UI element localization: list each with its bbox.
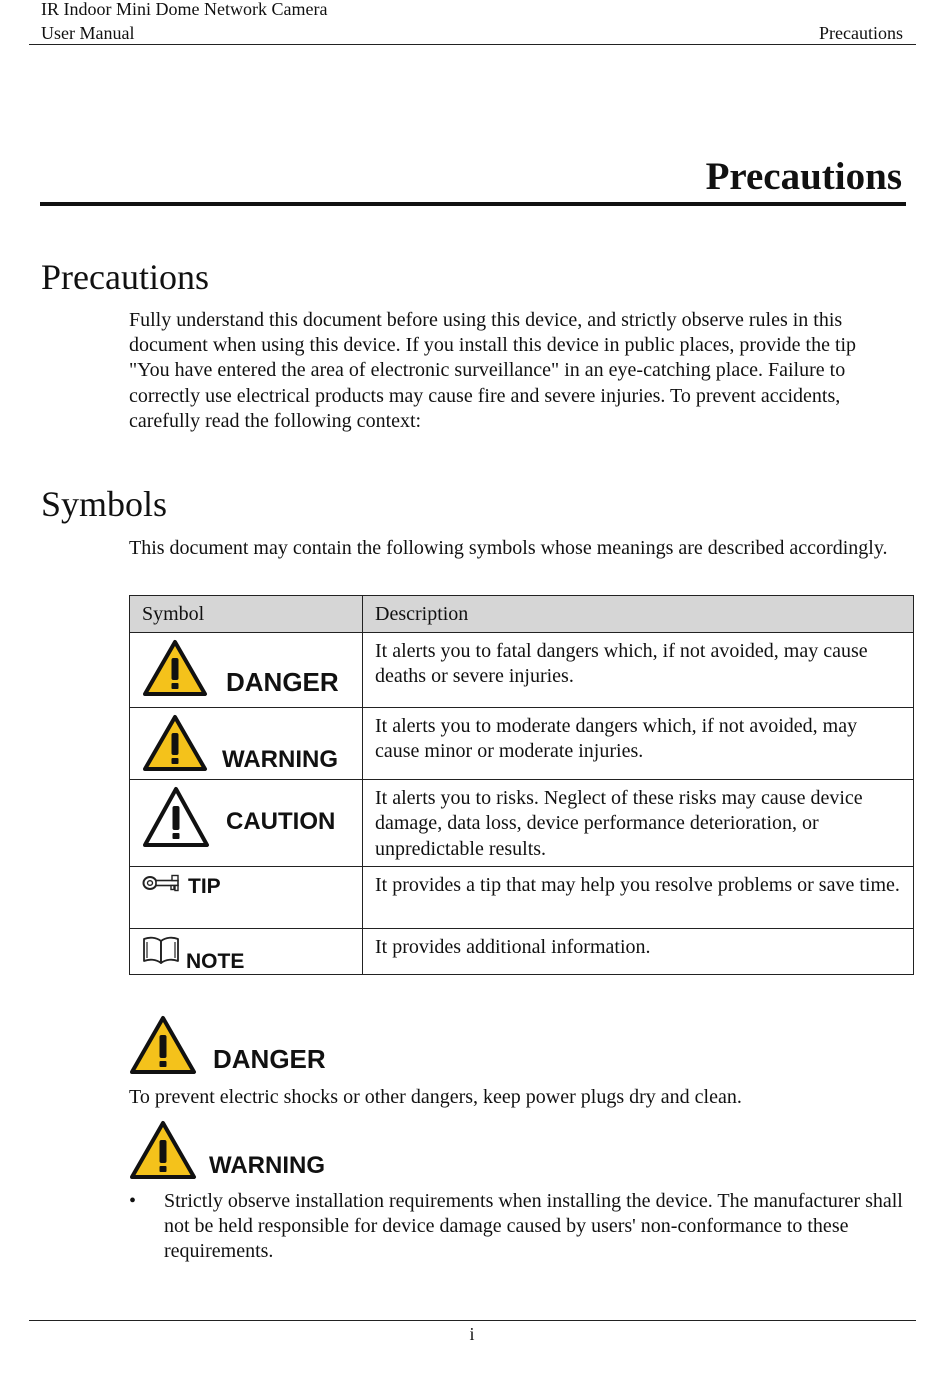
description-cell: It provides additional information. bbox=[363, 929, 914, 975]
warning-label: WARNING bbox=[222, 746, 338, 773]
description-cell: It alerts you to moderate dangers which, if not avoided, may cause minor or moderate injuries. bbox=[363, 708, 914, 780]
table-row bbox=[130, 929, 914, 975]
danger-notice bbox=[129, 1015, 326, 1075]
symbol-cell bbox=[130, 867, 363, 929]
description-cell: It provides a tip that may help you resolve problems or save time. bbox=[363, 867, 914, 929]
precautions-paragraph: Fully understand this document before using this device, and strictly observe rules in this document when using this device. If you install this device in public places, provide the tip "You have entered the area of electronic surveillance" in an eye-catching place. Failure to correctly use electrical products may cause fire and severe injuries. To prevent accidents, carefully read the following context: bbox=[129, 309, 857, 432]
danger-notice-label: DANGER bbox=[213, 1044, 326, 1074]
danger-notice-symbol bbox=[129, 1015, 326, 1075]
running-header-title: IR Indoor Mini Dome Network Camera bbox=[41, 0, 328, 19]
table-row bbox=[130, 633, 914, 708]
warning-notice-symbol bbox=[129, 1120, 325, 1180]
table-row bbox=[130, 780, 914, 867]
table-row bbox=[130, 867, 914, 929]
symbol-cell bbox=[130, 708, 363, 780]
symbols-table bbox=[129, 595, 914, 975]
tip-label: TIP bbox=[188, 875, 221, 899]
table-row bbox=[130, 708, 914, 780]
running-header-subtitle: User Manual bbox=[41, 23, 135, 43]
bullet-marker: • bbox=[129, 1190, 137, 1212]
warning-triangle-yellow-icon bbox=[129, 1015, 197, 1075]
table-header-row bbox=[130, 596, 914, 633]
warning-triangle-yellow-icon bbox=[142, 639, 208, 697]
description-cell: It alerts you to fatal dangers which, if not avoided, may cause deaths or severe injuries. bbox=[363, 633, 914, 708]
warning-triangle-outline-icon bbox=[142, 786, 210, 848]
warning-notice bbox=[129, 1120, 325, 1180]
caution-symbol bbox=[142, 784, 356, 848]
section-heading-precautions: Precautions bbox=[41, 257, 209, 297]
symbol-cell bbox=[130, 929, 363, 975]
list-item-text: Strictly observe installation requirements when installing the device. The manufacturer shall not be held responsible for device damage caused by users' non-conformance to these requirements. bbox=[164, 1190, 903, 1263]
symbol-cell bbox=[130, 780, 363, 867]
note-symbol bbox=[142, 933, 356, 972]
warning-triangle-yellow-icon bbox=[129, 1120, 197, 1180]
chapter-rule bbox=[40, 202, 906, 206]
warning-triangle-yellow-icon bbox=[142, 714, 208, 772]
footer-rule bbox=[29, 1320, 916, 1321]
tip-symbol bbox=[142, 871, 356, 900]
danger-notice-text: To prevent electric shocks or other dangers, keep power plugs dry and clean. bbox=[129, 1086, 742, 1108]
header-rule bbox=[29, 44, 916, 45]
warning-symbol bbox=[142, 712, 356, 772]
running-header-section: Precautions bbox=[819, 23, 903, 43]
warning-notice-label: WARNING bbox=[209, 1152, 325, 1179]
description-cell: It alerts you to risks. Neglect of these risks may cause device damage, data loss, device performance deterioration, or unpredictable results. bbox=[363, 780, 914, 867]
note-label: NOTE bbox=[186, 950, 245, 974]
book-icon bbox=[142, 935, 180, 972]
symbol-cell bbox=[130, 633, 363, 708]
key-icon bbox=[142, 873, 182, 900]
section-heading-symbols: Symbols bbox=[41, 484, 168, 524]
danger-label: DANGER bbox=[226, 667, 339, 697]
danger-symbol bbox=[142, 637, 356, 697]
page-number: i bbox=[469, 1324, 475, 1344]
table-header-symbol: Symbol bbox=[130, 596, 363, 633]
symbols-intro-paragraph: This document may contain the following symbols whose meanings are described accordingly. bbox=[129, 537, 888, 559]
chapter-title: Precautions bbox=[705, 155, 902, 198]
caution-label: CAUTION bbox=[226, 808, 336, 835]
table-header-description: Description bbox=[363, 596, 914, 633]
